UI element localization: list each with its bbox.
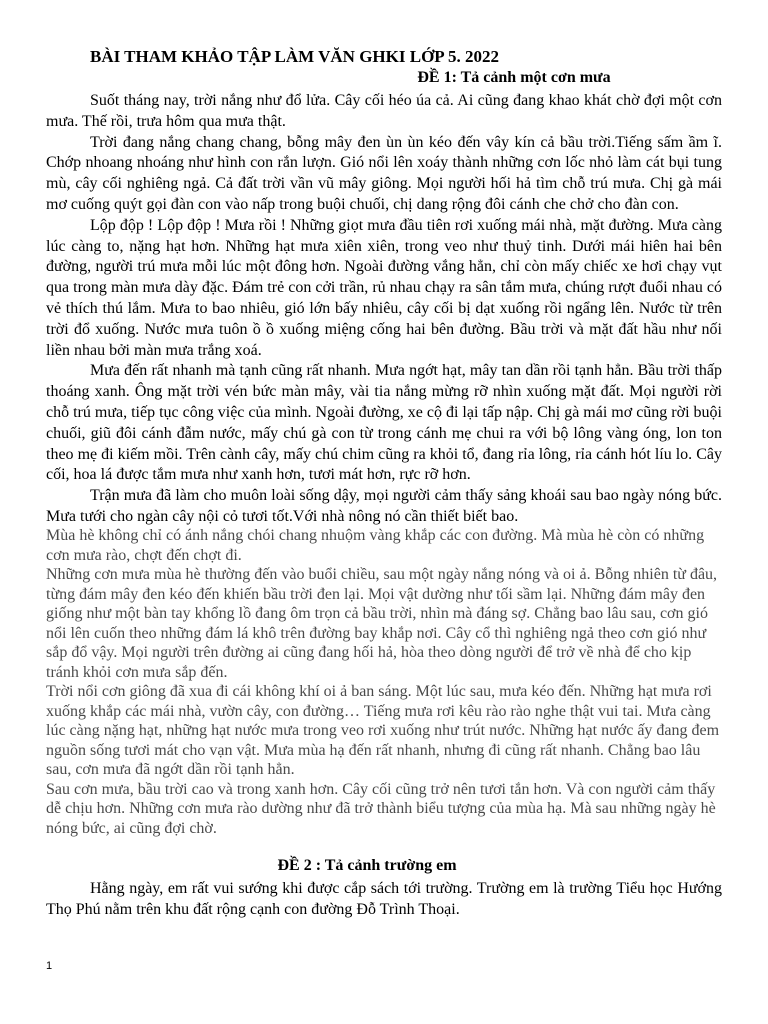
paragraph: Trời nổi cơn giông đã xua đi cái không khí oi ả ban sáng. Một lúc sau, mưa kéo đến. Những hạt mưa rơi xuống khắp các mái nhà, vườn cây, con đường… Tiếng mưa rơi kêu rào rào nghe thật vui tai. Mưa càng lúc càng nặng hạt, những hạt nước mưa trong veo rơi xuống như trút nước. Những hạt nước ấy đang đem nguồn sống tươi mát cho vạn vật. Mưa mùa hạ đến rất nhanh, nhưng đi cũng rất nhanh. Chẳng bao lâu sau, cơn mưa đã ngớt dần rồi tạnh hẳn. xyxy=(46,683,720,778)
paragraph: Mưa đến rất nhanh mà tạnh cũng rất nhanh. Mưa ngớt hạt, mây tan dần rồi tạnh hẳn. Bầu trời thấp thoáng xanh. Ông mặt trời vén bức màn mây, vài tia nắng mừng rỡ nhìn xuống mặt đất. Mọi người rời chỗ trú mưa, tiếp tục công việc của mình. Ngoài đường, xe cộ đi lại tấp nập. Chị gà mái mơ cũng rời buội chuối, giũ đôi cánh đẫm nước, mấy chú gà con từ trong cánh mẹ chui ra với bộ lông vàng óng, lon ton theo mẹ đi kiếm mồi. Trên cành cây, mấy chú chim cũng ra khỏi tổ, đang rỉa lông, rỉa cánh hót líu lo. Cây cối, hoa lá được tắm mưa như xanh hơn, tươi mát hơn, rực rỡ hơn. xyxy=(46,362,722,484)
paragraph: Lộp độp ! Lộp độp ! Mưa rồi ! Những giọt mưa đầu tiên rơi xuống mái nhà, mặt đường. Mưa càng lúc càng to, nặng hạt hơn. Những hạt mưa xiên xiên, trong veo như thuỷ tinh. Dưới mái hiên hai bên đường, người trú mưa mỗi lúc một đông hơn. Ngoài đường vắng hẳn, chỉ còn mấy chiếc xe hơi chạy vụt qua trong màn mưa dày đặc. Đám trẻ con cởi trần, rủ nhau chạy ra sân tắm mưa, chúng rượt đuổi nhau có vẻ thích thú lắm. Mưa to bao nhiêu, gió lớn bấy nhiêu, cây cối bị dạt xuống rồi ngẩng lên. Nước từ trên trời đổ xuống. Nước mưa tuôn ồ ồ xuống miệng cống hai bên đường. Bầu trời và mặt đất hầu như nối liền nhau bởi màn mưa trắng xoá. xyxy=(46,216,722,359)
paragraph: Suốt tháng nay, trời nắng như đổ lửa. Cây cối héo úa cả. Ai cũng đang khao khát chờ đợi một cơn mưa. Thế rồi, trưa hôm qua mưa thật. xyxy=(46,92,722,130)
paragraph: Sau cơn mưa, bầu trời cao và trong xanh hơn. Cây cối cũng trở nên tươi tắn hơn. Và con người cảm thấy dễ chịu hơn. Những cơn mưa rào dường như đã trở thành biểu tượng của mùa hạ. Mà sau những ngày hè nóng bức, ai cũng đợi chờ. xyxy=(46,780,716,837)
paragraph: Những cơn mưa mùa hè thường đến vào buổi chiều, sau một ngày nắng nóng và oi ả. Bỗng nhiên từ đâu, từng đám mây đen kéo đến khiến bầu trời đen lại. Mọi vật dường như tối sầm lại. Những đám mây đen giống như một bàn tay khổng lồ đang ôm trọn cả bầu trời, nhìn mà đáng sợ. Chẳng bao lâu sau, cơn gió nổi lên cuốn theo những đám lá khô trên đường bay khắp nơi. Cây cổ thì nghiêng ngả theo cơn gió như sắp đổ vậy. Mọi người trên đường ai cũng đang hối hả, hòa theo dòng người để trở về nhà để cho kịp tránh khỏi cơn mưa sắp đến. xyxy=(46,566,718,681)
de1-heading: ĐỀ 1: Tả cảnh một cơn mưa xyxy=(417,69,611,86)
de2-body xyxy=(46,879,722,921)
paragraph: Trận mưa đã làm cho muôn loài sống dậy, mọi người cảm thấy sảng khoái sau bao ngày nóng bức. Mưa tưới cho ngàn cây nội cỏ tươi tốt.Với nhà nông nó cần thiết biết bao. xyxy=(46,487,722,525)
page-number: 1 xyxy=(46,960,53,972)
paragraph: Trời đang nắng chang chang, bỗng mây đen ùn ùn kéo đến vây kín cả bầu trời.Tiếng sấm ầm ĩ. Chớp nhoang nhoáng như hình con rắn lượn. Gió nổi lên xoáy thành những cơn lốc nhỏ làm cát bụi tung mù, cây cối nghiêng ngả. Cả đất trời vần vũ mây giông. Mọi người hối hả tìm chỗ trú mưa. Chị gà mái mơ cuống quýt gọi đàn con vào nấp trong buội chuối, chị dang rộng đôi cánh che chở cho đàn con. xyxy=(46,133,722,213)
document-title: BÀI THAM KHẢO TẬP LÀM VĂN GHKI LỚP 5. 2022 xyxy=(90,47,499,66)
paragraph: Hằng ngày, em rất vui sướng khi được cắp sách tới trường. Trường em là trường Tiểu học Hướng Thọ Phú nằm trên khu đất rộng cạnh con đường Đỗ Trình Thoại. xyxy=(46,880,722,918)
extra-essay xyxy=(46,526,722,838)
paragraph: Mùa hè không chỉ có ánh nắng chói chang nhuộm vàng khắp các con đường. Mà mùa hè còn có những cơn mưa rào, chợt đến chợt đi. xyxy=(46,527,705,564)
de2-heading: ĐỀ 2 : Tả cảnh trường em xyxy=(277,857,457,874)
de1-body xyxy=(46,91,722,528)
